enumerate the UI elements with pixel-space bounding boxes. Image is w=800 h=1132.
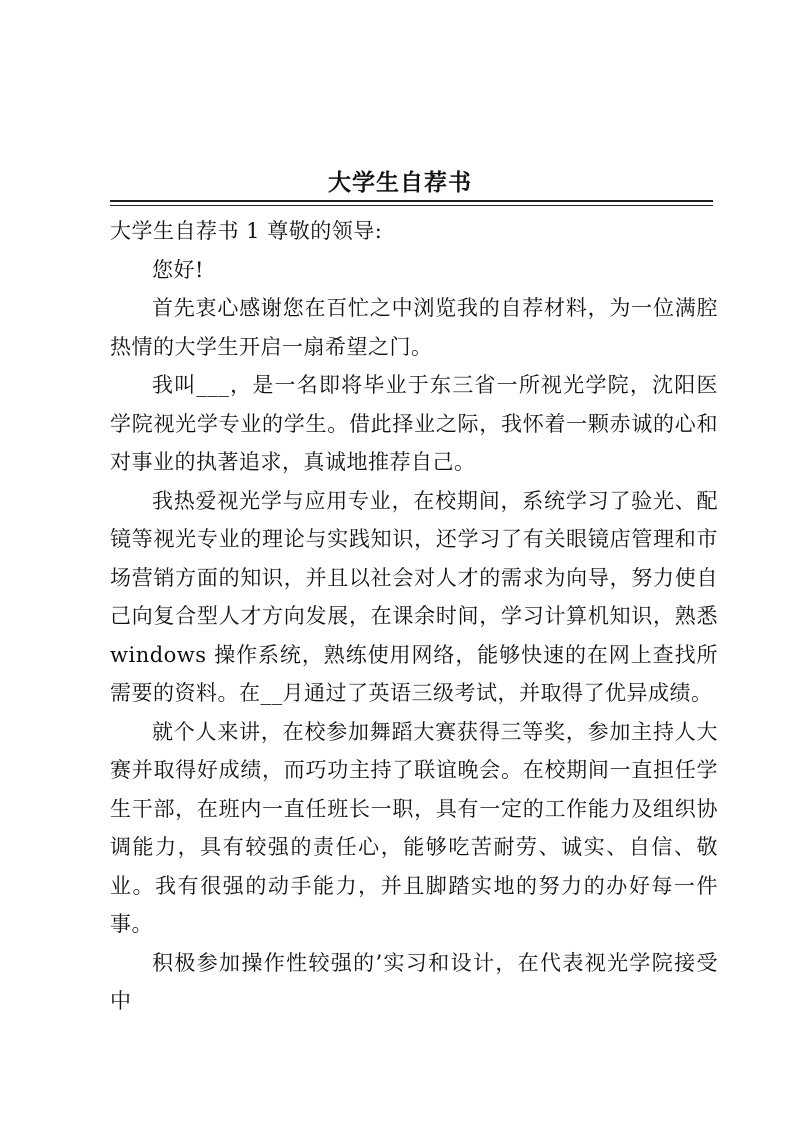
greeting-paragraph: 您好! xyxy=(152,257,204,282)
title-divider-thick xyxy=(110,200,713,202)
body-paragraph: 我叫___，是一名即将毕业于东三省一所视光学院，沈阳医学院视光学专业的学生。借此择业之际，我怀着一颗赤诚的心和对事业的执著追求，真诚地推荐自己。 xyxy=(110,373,718,474)
title-divider-thin xyxy=(110,205,713,206)
body-paragraph: 积极参加操作性较强的’实习和设计，在代表视光学院接受中 xyxy=(110,950,718,1013)
document-title: 大学生自荐书 xyxy=(328,169,472,196)
salutation-line: 大学生自荐书 1 尊敬的领导: xyxy=(110,219,383,243)
body-paragraph: 首先衷心感谢您在百忙之中浏览我的自荐材料，为一位满腔热情的大学生开启一扇希望之门。 xyxy=(110,296,718,359)
document-body xyxy=(110,212,718,1021)
body-paragraph: 就个人来讲，在校参加舞蹈大赛获得三等奖，参加主持人大赛并取得好成绩，而巧功主持了联谊晚会。在校期间一直担任学生干部，在班内一直任班长一职，具有一定的工作能力及组织协调能力，具有较强的责任心，能够吃苦耐劳、诚实、自信、敬业。我有很强的动手能力，并且脚踏实地的努力的办好每一件事。 xyxy=(110,719,718,936)
body-paragraph: 我热爱视光学与应用专业，在校期间，系统学习了验光、配镜等视光专业的理论与实践知识，还学习了有关眼镜店管理和市场营销方面的知识，并且以社会对人才的需求为向导，努力使自己向复合型人才方向发展，在课余时间，学习计算机知识，熟悉windows 操作系统，熟练使用网络，能够快速的在网上查找所需要的资料。在__月通过了英语三级考试，并取得了优异成绩。 xyxy=(110,488,718,705)
